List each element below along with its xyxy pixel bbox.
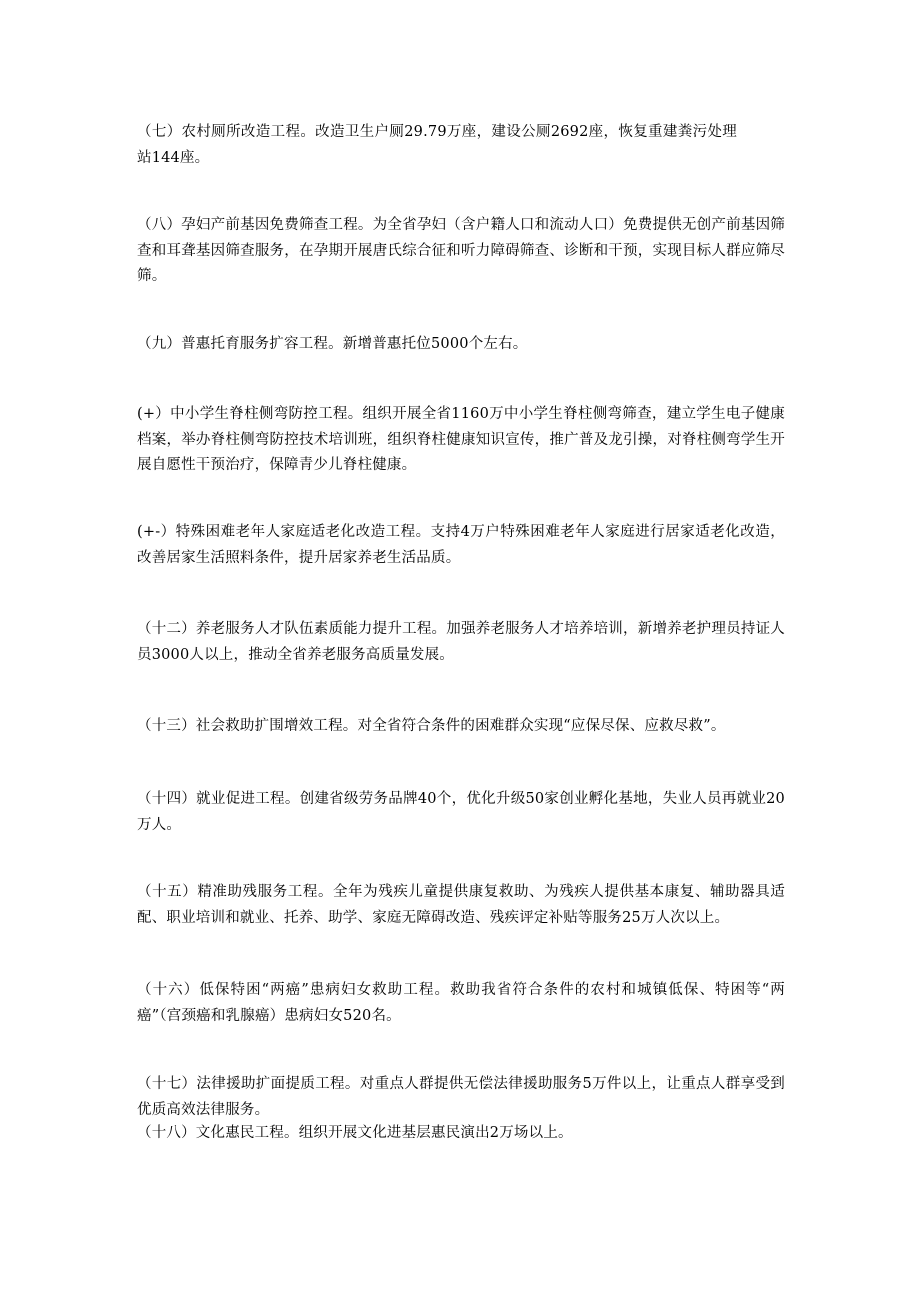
paragraph-item-15: （十五）精准助残服务工程。全年为残疾儿童提供康复救助、为残疾人提供基本康复、辅助器具适配、职业培训和就业、托养、助学、家庭无障碍改造、残疾评定补贴等服务25万人次以上。 [137, 884, 785, 926]
paragraph-item-14: （十四）就业促进工程。创建省级劳务品牌40个，优化升级50家创业孵化基地，失业人员再就业20万人。 [137, 791, 785, 833]
paragraph-item-18: （十八）文化惠民工程。组织开展文化进基层惠民演出2万场以上。 [137, 1125, 573, 1141]
paragraph-item-13: （十三）社会救助扩围增效工程。对全省符合条件的困难群众实现“应保尽保、应救尽救”。 [137, 718, 726, 734]
paragraph-item-10: (+）中小学生脊柱侧弯防控工程。组织开展全省1160万中小学生脊柱侧弯筛查，建立学生电子健康档案，举办脊柱侧弯防控技术培训班，组织脊柱健康知识宣传，推广普及龙引操，对脊柱侧弯学生开展自愿性干预治疗，保障青少儿脊柱健康。 [137, 406, 785, 473]
paragraph-item-11: (+-）特殊困难老年人家庭适老化改造工程。支持4万户特殊困难老年人家庭进行居家适老化改造，改善居家生活照料条件，提升居家养老生活品质。 [137, 524, 785, 566]
paragraph-item-9: （九）普惠托育服务扩容工程。新增普惠托位5000个左右。 [137, 336, 528, 352]
paragraph-item-7: （七）农村厕所改造工程。改造卫生户厕29.79万座，建设公厕2692座，恢复重建粪污处理站144座。 [137, 124, 737, 166]
paragraph-item-16: （十六）低保特困“两癌”患病妇女救助工程。救助我省符合条件的农村和城镇低保、特困等“两癌”（宫颈癌和乳腺癌）患病妇女520名。 [137, 982, 785, 1024]
paragraph-item-8: （八）孕妇产前基因免费筛查工程。为全省孕妇（含户籍人口和流动人口）免费提供无创产前基因筛查和耳聋基因筛查服务，在孕期开展唐氏综合征和听力障碍筛查、诊断和干预，实现目标人群应筛尽筛。 [137, 217, 785, 284]
paragraph-item-12: （十二）养老服务人才队伍素质能力提升工程。加强养老服务人才培养培训，新增养老护理员持证人员3000人以上，推动全省养老服务高质量发展。 [137, 621, 785, 663]
paragraph-item-17: （十七）法律援助扩面提质工程。对重点人群提供无偿法律援助服务5万件以上，让重点人群享受到优质高效法律服务。 [137, 1076, 785, 1118]
